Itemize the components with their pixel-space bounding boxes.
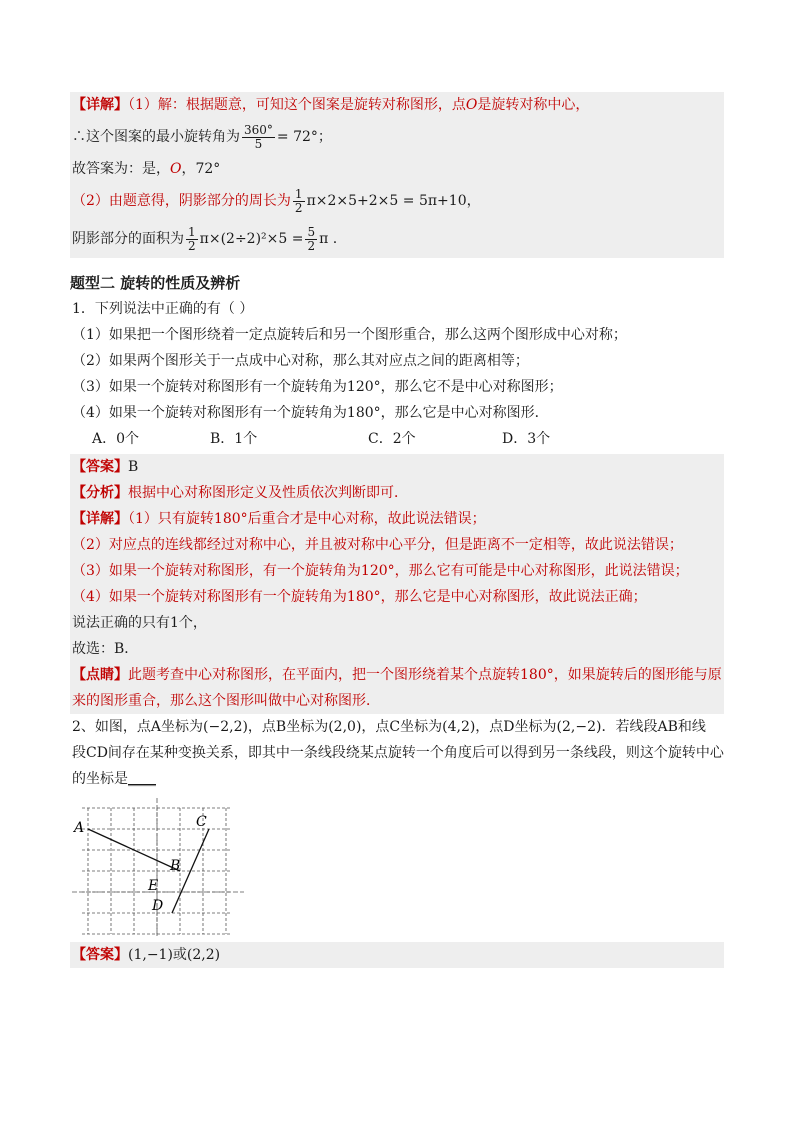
detail-block-1 [70,92,724,258]
page-content [70,92,724,968]
detail-line-5: 阴影部分的面积为 $\frac{1}{2}$ π×(2÷2)²×5 = $\frac{5}{2}$ π . [72,224,338,253]
option-a[interactable]: A．0个 [92,431,140,447]
point-line: 来的图形重合，那么这个图形叫做中心对称图形． [72,693,380,709]
detail-line-3: 故答案为：是，O，72° [72,161,221,177]
fraction: $\frac{1}{2}$ [188,224,196,253]
section-title: 题型二 旋转的性质及辨析 [70,274,241,292]
question-stem: 1．下列说法中正确的有（ ） [72,301,254,317]
fraction: $\frac{360^\circ}{5}$ [244,122,273,151]
answer-line: 【答案】B [72,459,139,475]
grid-figure [72,798,252,938]
detail-line: 说法正确的只有1个， [72,615,207,631]
label-a: A [74,820,85,836]
detail-line-2: ∴这个图案的最小旋转角为 $\frac{360^\circ}{5}$ = 72°； [72,122,332,151]
statement-3: （3）如果一个旋转对称图形有一个旋转角为120°，那么它不是中心对称图形； [72,379,563,395]
option-b[interactable]: B．1个 [210,431,258,447]
options [70,426,724,452]
analysis-line: 【分析】根据中心对称图形定义及性质依次判断即可． [72,485,408,501]
detail-line: （2）对应点的连线都经过对称中心，并且被对称中心平分，但是距离不一定相等，故此说法错误； [72,537,683,553]
answer-block-2 [70,942,724,968]
question-1 [70,296,724,452]
label-e: E [148,878,159,894]
fraction: $\frac{1}{2}$ [294,186,303,215]
statement-1: （1）如果把一个图形绕着一定点旋转后和另一个图形重合，那么这两个图形成中心对称； [72,327,627,343]
detail-line: 故选：B． [72,641,139,657]
detail-tag: 【详解】 [72,97,128,113]
detail-line: （4）如果一个旋转对称图形有一个旋转角为180°，那么它是中心对称图形，故此说法正确； [72,589,647,605]
detail-line-1: 【详解】（1）解：根据题意，可知这个图案是旋转对称图形，点O是旋转对称中心， [72,97,590,113]
statement-4: （4）如果一个旋转对称图形有一个旋转角为180°，那么它是中心对称图形． [72,405,549,421]
question-2-line-1: 2、如图，点A坐标为(−2,2)，点B坐标为(2,0)，点C坐标为(4,2)，点D坐标为(2,−2)．若线段AB和线 [72,719,706,735]
point-line: 【点睛】此题考查中心对称图形，在平面内，把一个图形绕着某个点旋转180°，如果旋转后的图形能与原 [72,667,722,683]
detail-line: （3）如果一个旋转对称图形，有一个旋转角为120°，那么它有可能是中心对称图形，此说法错误； [72,563,689,579]
fraction: $\frac{5}{2}$ [307,224,316,253]
question-2-line-2: 段CD间存在某种变换关系，即其中一条线段绕某点旋转一个角度后可以得到另一条线段，则这个旋转中心 [72,745,724,761]
detail-line-4: （2）由题意得，阴影部分的周长为 $\frac{1}{2}$ π×2×5+2×5 = 5π+10， [72,186,481,215]
answer-blank: ____ [128,771,156,787]
option-c[interactable]: C．2个 [368,431,416,447]
statement-2: （2）如果两个图形关于一点成中心对称，那么其对应点之间的距离相等； [72,353,529,369]
answer-line-2: 【答案】(1,−1)或(2,2) [72,947,221,963]
label-d: D [152,898,164,914]
question-2-line-3: 的坐标是____ [72,771,156,787]
option-d[interactable]: D．3个 [502,431,551,447]
label-b: B [170,858,181,874]
answer-block-1 [70,454,724,714]
detail-line: 【详解】（1）只有旋转180°后重合才是中心对称，故此说法错误； [72,511,486,527]
question-2 [70,714,724,938]
label-c: C [196,814,207,830]
